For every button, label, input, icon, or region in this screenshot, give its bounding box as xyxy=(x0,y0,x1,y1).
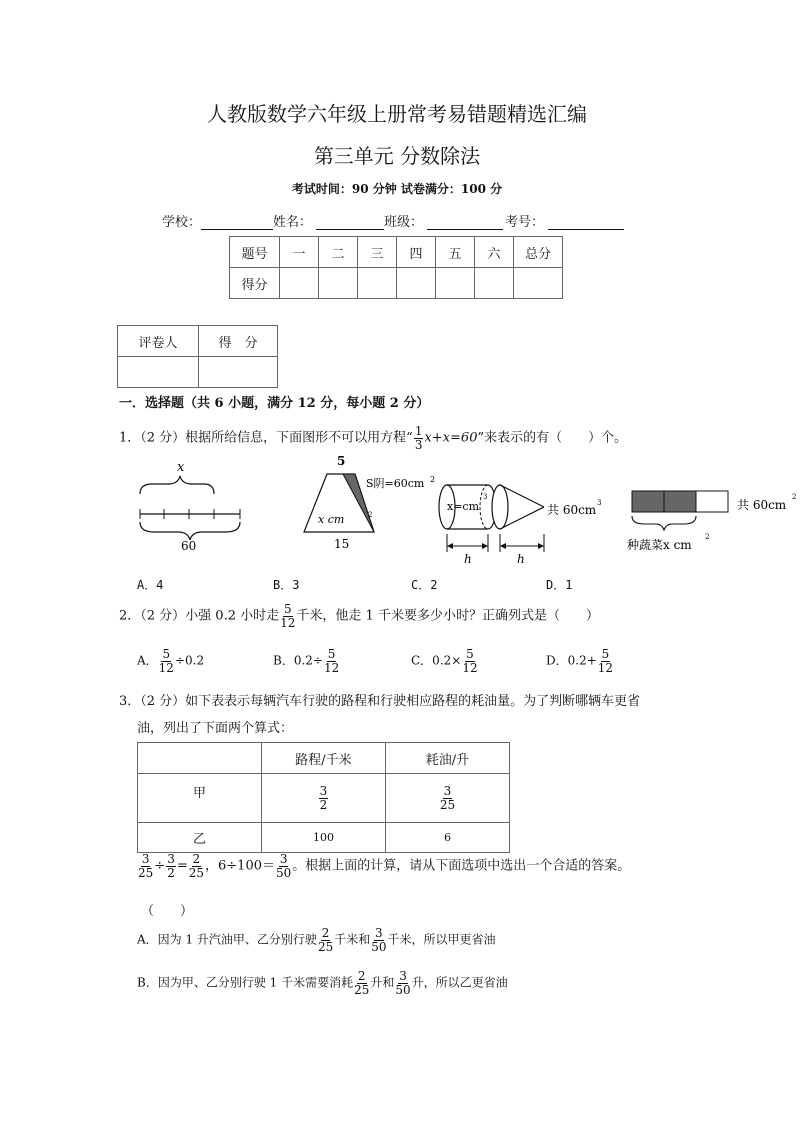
q3-yi-fuel: 6 xyxy=(386,823,510,853)
score-table xyxy=(229,236,563,299)
svg-text:2: 2 xyxy=(430,475,436,484)
q2-opt-frac-d: 12 xyxy=(597,660,614,675)
fig2-inner-label: x cm xyxy=(318,513,345,526)
q3-answer-paren: （ ） xyxy=(141,904,194,919)
q2-opt-a-label: A． xyxy=(137,653,158,668)
q3-jia-dist-n: 3 xyxy=(319,783,328,798)
score-header-label: 题号 xyxy=(230,237,280,268)
score-cell[interactable] xyxy=(436,268,475,299)
score-cell[interactable] xyxy=(397,268,436,299)
q2-opt-b-label: B．0.2÷ xyxy=(273,653,323,668)
number-label: 考号： xyxy=(505,215,545,230)
score-row-label: 得分 xyxy=(230,268,280,299)
school-label: 学校： xyxy=(162,215,202,230)
q2-opt-d-label: D．0.2+ xyxy=(546,653,597,668)
q3-opt-b-tail: 升，所以乙更省油 xyxy=(411,975,508,990)
q3-opt-b-f2-d: 50 xyxy=(395,982,411,997)
q3-calc-f2-n: 3 xyxy=(167,852,175,866)
q3-jia-distance xyxy=(262,774,386,823)
q2-opt-frac-n: 5 xyxy=(327,647,336,661)
q3-table xyxy=(137,742,510,853)
score-cell[interactable] xyxy=(475,268,514,299)
fig3-cylinder-cone xyxy=(439,485,601,566)
q2-fraction xyxy=(280,603,295,629)
q3-jia-fuel xyxy=(386,774,510,823)
q1-frac-numerator: 1 xyxy=(414,424,423,438)
q3-row-yi: 乙 xyxy=(138,823,262,853)
fig2-trapezoid xyxy=(304,454,435,551)
grader-cell[interactable] xyxy=(118,357,199,388)
q3-calc-f4-n: 3 xyxy=(279,852,288,866)
svg-text:2: 2 xyxy=(705,533,710,541)
q3-jia-fuel-d: 25 xyxy=(439,797,456,812)
q1-prefix: 1．（2 分）根据所给信息，下面图形不可以用方程“ xyxy=(119,430,413,446)
q3-col-fuel: 耗油/升 xyxy=(386,743,510,774)
q3-opt-a-f1-n: 2 xyxy=(321,926,330,940)
name-label: 姓名： xyxy=(273,215,313,230)
q1-equation: x+x=60 xyxy=(424,430,478,446)
score-cell[interactable] xyxy=(280,268,319,299)
q3-calc-eq: = xyxy=(176,858,188,874)
q3-opt-b-mid: 升和 xyxy=(370,975,395,990)
q3-opt-a-prefix: A．因为 1 升汽油甲、乙分别行驶 xyxy=(137,932,317,947)
q1-option-d[interactable]: D．1 xyxy=(546,578,573,592)
q1-figures xyxy=(130,454,800,570)
document-title: 人教版数学六年级上册常考易错题精选汇编 xyxy=(207,102,587,126)
score-col: 三 xyxy=(358,237,397,268)
q2-option-d[interactable] xyxy=(546,648,614,674)
q2-option-b[interactable] xyxy=(273,648,340,674)
q3-table-corner xyxy=(138,743,262,774)
fig3-h-label: h xyxy=(517,552,525,566)
q1-option-b[interactable]: B．3 xyxy=(273,578,300,592)
grader-table xyxy=(117,325,278,388)
unit-title: 第三单元 分数除法 xyxy=(313,144,481,168)
q3-calc-f2-d: 2 xyxy=(167,865,175,880)
q3-line2: 油，列出了下面两个算式： xyxy=(137,721,294,736)
fig3-cyl-label: x=cm xyxy=(447,500,480,513)
q2-prefix: 2．（2 分）小强 0.2 小时走 xyxy=(119,608,280,624)
q3-calc-mid: ，6÷100＝ xyxy=(205,858,275,874)
fig1-60-label: 60 xyxy=(181,539,197,553)
q2-suffix: 千米，他走 1 千米要多少小时？正确列式是（ ） xyxy=(296,608,599,624)
grader-label: 评卷人 xyxy=(118,326,199,357)
q2-opt-frac-n: 5 xyxy=(466,647,474,661)
q2-opt-c-label: C．0.2× xyxy=(411,653,462,668)
class-field[interactable] xyxy=(427,215,503,230)
svg-text:3: 3 xyxy=(483,493,488,501)
score-col: 六 xyxy=(475,237,514,268)
question-1 xyxy=(119,425,627,451)
q3-calc-f4-d: 50 xyxy=(276,865,292,880)
score-col: 四 xyxy=(397,237,436,268)
q1-frac-denominator: 3 xyxy=(414,437,423,452)
q1-option-c[interactable]: C．2 xyxy=(411,578,438,592)
q3-col-distance: 路程/千米 xyxy=(262,743,386,774)
q3-calc-div: ÷ xyxy=(154,858,166,874)
score-col: 二 xyxy=(319,237,358,268)
q2-opt-frac-d: 12 xyxy=(323,660,340,675)
grader-score-cell[interactable] xyxy=(199,357,278,388)
name-field[interactable] xyxy=(316,215,384,230)
fig2-bottom-label: 15 xyxy=(334,537,350,551)
fig3-cone-label: 共 60cm xyxy=(547,503,597,517)
q3-option-b[interactable] xyxy=(137,970,508,996)
score-cell[interactable] xyxy=(319,268,358,299)
q3-opt-b-f1-n: 2 xyxy=(357,969,366,983)
number-field[interactable] xyxy=(548,215,624,230)
q3-opt-b-f1-d: 25 xyxy=(354,982,370,997)
q3-opt-a-f2-d: 50 xyxy=(371,939,387,954)
fig1-x-label: x xyxy=(177,460,185,475)
q3-option-a[interactable] xyxy=(137,927,496,953)
q3-opt-a-tail: 千米，所以甲更省油 xyxy=(387,932,496,947)
fig3-h-label: h xyxy=(464,552,472,566)
class-label: 班级： xyxy=(384,215,424,230)
q3-calc-f1-d: 25 xyxy=(138,865,154,880)
q3-calc-f3-d: 25 xyxy=(188,865,205,880)
fig4-bottom-label: 种蔬菜x cm xyxy=(627,538,692,552)
q3-calc-f1-n: 3 xyxy=(141,852,150,866)
svg-text:3: 3 xyxy=(597,499,602,507)
fig4-total-label: 共 60cm xyxy=(737,498,787,512)
q2-frac-numerator: 5 xyxy=(283,602,292,616)
grader-score-label: 得 分 xyxy=(199,326,278,357)
fig1-segment-diagram xyxy=(140,460,240,553)
q3-jia-dist-d: 2 xyxy=(319,797,328,812)
q3-calc-tail: 。根据上面的计算，请从下面选项中选出一个合适的答案。 xyxy=(292,858,631,874)
q3-row-jia: 甲 xyxy=(138,774,262,823)
q3-opt-a-mid: 千米和 xyxy=(334,932,371,947)
q2-opt-a-suffix: ÷0.2 xyxy=(174,653,205,668)
svg-text:2: 2 xyxy=(792,493,797,501)
q2-opt-frac-n: 5 xyxy=(601,647,610,661)
school-field[interactable] xyxy=(201,215,273,230)
score-cell[interactable] xyxy=(358,268,397,299)
score-col: 五 xyxy=(436,237,475,268)
svg-text:2: 2 xyxy=(368,511,373,519)
q3-line1: 3．（2 分）如下表表示每辆汽车行驶的路程和行驶相应路程的耗油量。为了判断哪辆车更省 xyxy=(119,694,641,709)
q3-opt-a-f1-d: 25 xyxy=(317,939,334,954)
student-info-line xyxy=(162,211,624,230)
q2-opt-frac-n: 5 xyxy=(162,647,171,661)
score-col: 总分 xyxy=(514,237,563,268)
fig2-shade-label: S阴=60cm xyxy=(366,477,425,490)
q2-option-a[interactable] xyxy=(137,648,204,674)
q2-opt-frac-d: 12 xyxy=(462,660,478,675)
q3-opt-a-f2-n: 3 xyxy=(375,926,383,940)
q3-opt-b-f2-n: 3 xyxy=(399,969,407,983)
section-title: 一．选择题（共 6 小题，满分 12 分，每小题 2 分） xyxy=(119,396,430,411)
fig2-top-label: 5 xyxy=(337,454,346,468)
q3-opt-b-prefix: B．因为甲、乙分别行驶 1 千米需要消耗 xyxy=(137,975,354,990)
q3-calculation xyxy=(137,853,630,879)
q3-calc-f3-n: 2 xyxy=(192,852,201,866)
score-col: 一 xyxy=(280,237,319,268)
q2-frac-denominator: 12 xyxy=(280,615,296,630)
q1-fraction xyxy=(414,425,424,451)
score-cell[interactable] xyxy=(514,268,563,299)
q2-option-c[interactable] xyxy=(411,648,479,674)
question-2 xyxy=(119,603,599,629)
exam-info: 考试时间：90 分钟 试卷满分：100 分 xyxy=(291,182,503,196)
q1-option-a[interactable]: A．4 xyxy=(137,578,164,592)
q3-jia-fuel-n: 3 xyxy=(443,783,452,798)
q2-opt-frac-d: 12 xyxy=(158,660,174,675)
q3-yi-distance: 100 xyxy=(262,823,386,853)
fig4-bar xyxy=(627,491,796,552)
q1-suffix: ”来表示的有（ ）个。 xyxy=(477,430,628,446)
